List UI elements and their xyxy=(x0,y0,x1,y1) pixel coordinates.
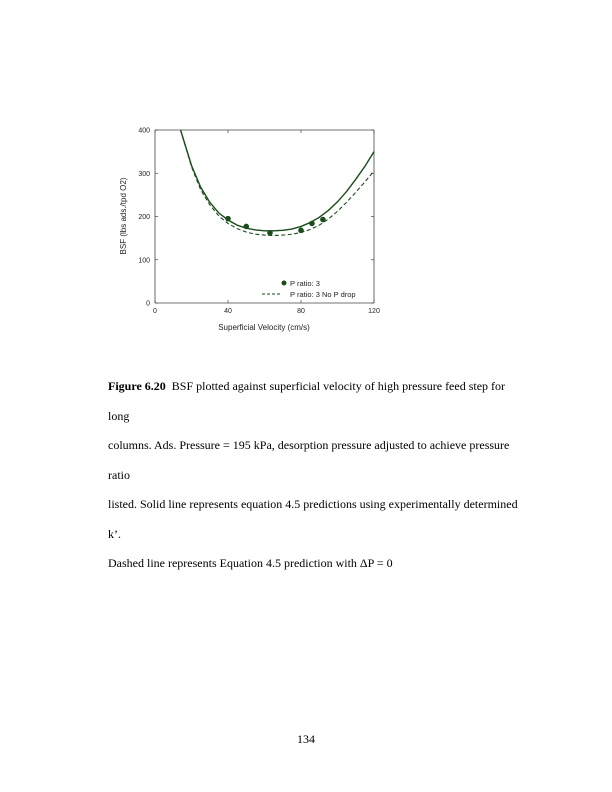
x-tick-label-2: 80 xyxy=(297,308,305,315)
x-tick-label-1: 40 xyxy=(224,308,232,315)
legend xyxy=(262,279,356,299)
y-tick-label-2: 200 xyxy=(138,214,150,221)
y-tick-label-0: 0 xyxy=(146,300,150,308)
y-tick-label-1: 100 xyxy=(138,257,150,265)
y-axis-label: BSF (lbs ads./tpd O2) xyxy=(119,177,128,255)
y-ticks xyxy=(138,128,374,308)
x-axis-label: Superficial Velocity (cm/s) xyxy=(218,323,310,332)
caption-text-1: BSF plotted against superficial velocity of high pressure feed step for long xyxy=(108,379,506,423)
legend-label-points: P ratio: 3 xyxy=(290,279,320,288)
legend-marker-points xyxy=(282,281,287,286)
caption-line-1 xyxy=(108,372,528,431)
y-tick-label-3: 300 xyxy=(138,170,150,178)
caption-line-3: listed. Solid line represents equation 4.5 predictions using experimentally determined k’. xyxy=(108,497,518,541)
bsf-chart xyxy=(110,115,390,340)
x-ticks xyxy=(153,130,380,315)
caption-line-4: Dashed line represents Equation 4.5 prediction with ΔP = 0 xyxy=(108,556,393,570)
page-number: 134 xyxy=(297,732,315,746)
x-tick-label-3: 120 xyxy=(368,308,380,315)
legend-label-dashed: P ratio: 3 No P drop xyxy=(290,290,356,299)
series-line-dashed-no-p-drop xyxy=(181,130,374,236)
figure-label: Figure 6.20 xyxy=(108,379,166,393)
y-tick-label-4: 400 xyxy=(138,127,150,135)
series-line-solid-fit xyxy=(181,130,374,231)
caption-line-2: columns. Ads. Pressure = 195 kPa, desorption pressure adjusted to achieve pressure ratio xyxy=(108,438,510,482)
x-tick-label-0: 0 xyxy=(153,308,157,315)
figure-caption xyxy=(108,372,528,579)
series-layer xyxy=(181,130,374,236)
